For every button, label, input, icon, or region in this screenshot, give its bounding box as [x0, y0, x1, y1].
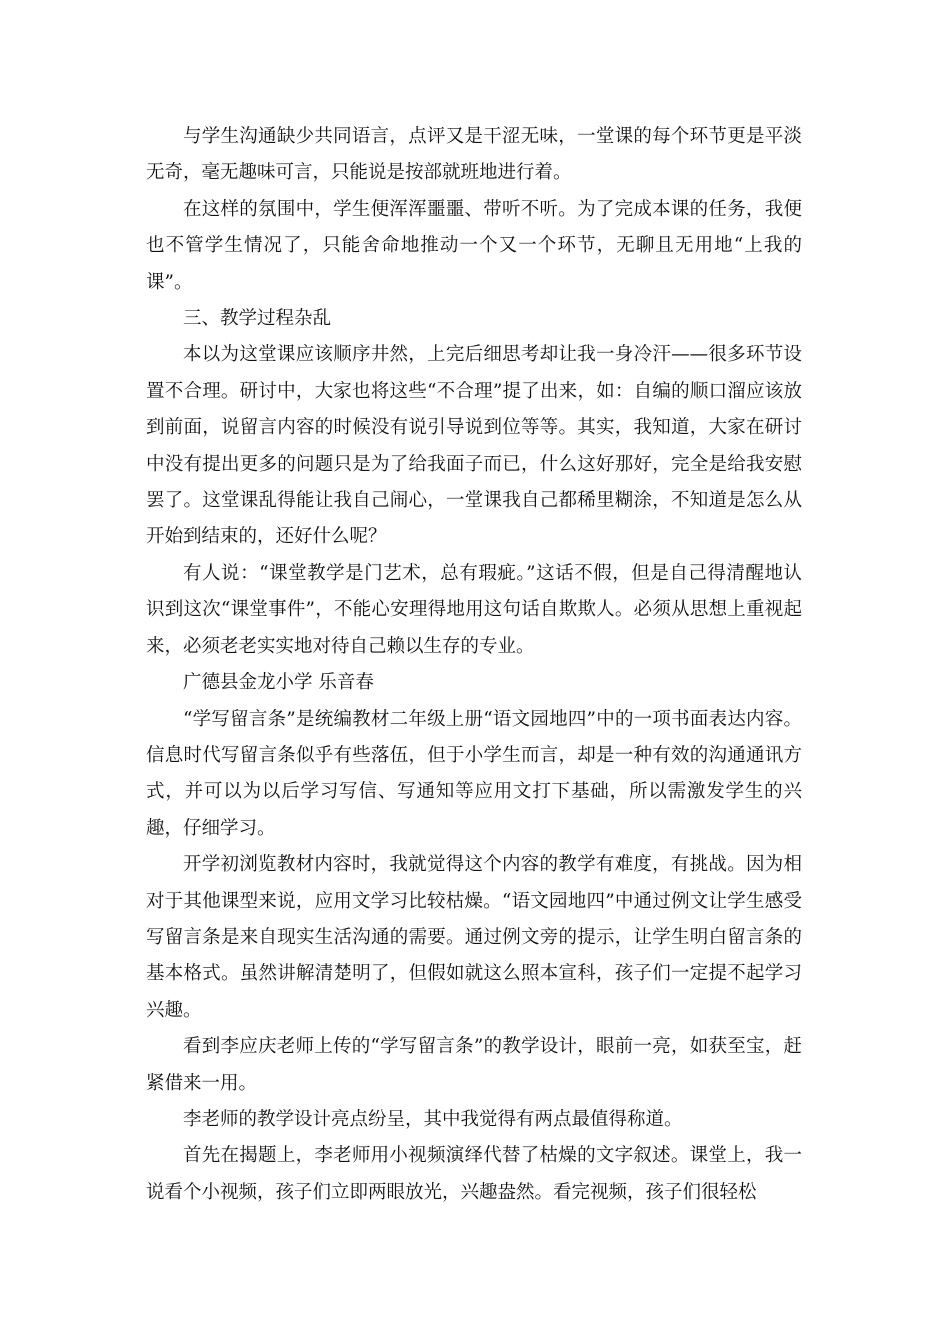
paragraph-art-of-teaching: 有人说：“课堂教学是门艺术，总有瑕疵。”这话不假，但是自己得清醒地认识到这次“课堂事件”，不能心安理得地用这句话自欺欺人。必须从思想上重视起来，必须老老实实地对待自己赖以生存的专业。 [146, 562, 802, 657]
paragraph-classroom-atmosphere: 在这样的氛围中，学生便浑浑噩噩、带听不听。为了完成本课的任务，我便也不管学生情况了，只能舍命地推动一个又一个环节，无聊且无用地“上我的课”。 [146, 198, 802, 293]
paragraph-message-note-intro: “学写留言条”是统编教材二年级上册“语文园地四”中的一项书面表达内容。信息时代写留言条似乎有些落伍，但于小学生而言，却是一种有效的沟通通讯方式，并可以为以后学习写信、写通知等应用文打下基础，所以需激发学生的兴趣，仔细学习。 [146, 708, 802, 839]
paragraph-textbook-review: 开学初浏览教材内容时，我就觉得这个内容的教学有难度，有挑战。因为相对于其他课型来说，应用文学习比较枯燥。“语文园地四”中通过例文让学生感受写留言条是来自现实生活沟通的需要。通过例文旁的提示，让学生明白留言条的基本格式。虽然讲解清楚明了，但假如就这么照本宣科，孩子们一定提不起学习兴趣。 [146, 854, 802, 1021]
document-page [146, 119, 802, 1211]
paragraph-process-chaos: 本以为这堂课应该顺序井然，上完后细思考却让我一身冷汗——很多环节设置不合理。研讨中，大家也将这些“不合理”提了出来，如：自编的顺口溜应该放到前面，说留言内容的时候没有说引导说到位等等。其实，我知道，大家在研讨中没有提出更多的问题只是为了给我面子而已，什么这好那好，完全是给我安慰罢了。这堂课乱得能让我自己闹心，一堂课我自己都稀里糊涂，不知道是怎么从开始到结束的，还好什么呢？ [146, 344, 802, 548]
paragraph-continuation: 与学生沟通缺少共同语言，点评又是干涩无味，一堂课的每个环节更是平淡无奇，毫无趣味可言，只能说是按部就班地进行着。 [146, 126, 802, 184]
author-line: 广德县金龙小学 乐音春 [183, 672, 374, 694]
paragraph-highlights: 李老师的教学设计亮点纷呈，其中我觉得有两点最值得称道。 [183, 1108, 683, 1130]
paragraph-borrowed-design: 看到李应庆老师上传的“学写留言条”的教学设计，眼前一亮，如获至宝，赶紧借来一用。 [146, 1036, 802, 1094]
paragraph-video-intro: 首先在揭题上，李老师用小视频演绎代替了枯燥的文字叙述。课堂上，我一说看个小视频，孩子们立即两眼放光，兴趣盎然。看完视频，孩子们很轻松 [146, 1145, 802, 1203]
section-heading: 三、教学过程杂乱 [183, 308, 332, 330]
